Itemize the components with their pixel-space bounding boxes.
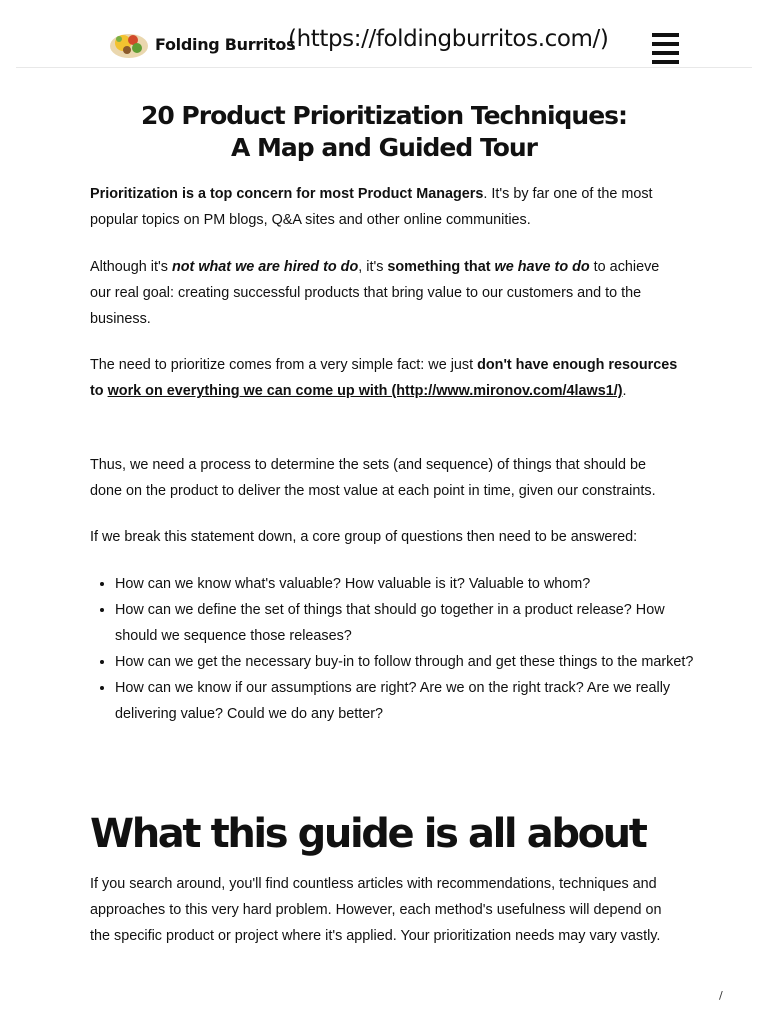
questions-list bbox=[90, 571, 705, 727]
intro-text: . It's by far one of the most popular topics on PM blogs, Q&A sites and other online communities. bbox=[90, 186, 653, 228]
list-item: • How can we get the necessary buy-in to follow through and get these things to the market? bbox=[115, 649, 705, 675]
hired-text-2: , it's bbox=[358, 259, 388, 275]
hamburger-menu-icon[interactable] bbox=[652, 33, 680, 65]
list-item: • How can we know what's valuable? How valuable is it? Valuable to whom? bbox=[115, 571, 705, 597]
list-item: • How can we define the set of things that should go together in a product release? How should we sequence those releases? bbox=[115, 597, 705, 649]
burrito-logo-icon bbox=[109, 27, 151, 61]
site-header bbox=[16, 0, 752, 68]
process-paragraph: Thus, we need a process to determine the sets (and sequence) of things that should be done on the product to deliver the most value at each point in time, given our constraints. bbox=[90, 457, 656, 499]
hired-bold: something that bbox=[387, 259, 495, 275]
resources-bold: don't have enough resources to bbox=[90, 357, 678, 399]
article-title-line-1: 20 Product Prioritization Techniques: bbox=[140, 101, 628, 130]
site-logo-link[interactable] bbox=[109, 27, 295, 61]
hired-text-3: to achieve our real goal: creating successful products that bring value to our customers and to the business. bbox=[90, 259, 660, 327]
guide-paragraph: If you search around, you'll find countless articles with recommendations, techniques and approaches to this very hard problem. However, each method's usefulness will depend on the specific product or project where it's applied. Your prioritization needs may vary vastly. bbox=[90, 876, 662, 944]
page-mark: / bbox=[719, 989, 723, 1002]
intro-paragraph bbox=[90, 181, 680, 233]
section-heading: What this guide is all about bbox=[90, 811, 646, 857]
hired-emphasis-1: not what we are hired to do bbox=[171, 259, 359, 275]
article-title-line-2: A Map and Guided Tour bbox=[230, 133, 538, 162]
site-url-link[interactable]: (https://foldingburritos.com/) bbox=[288, 26, 609, 52]
questions-intro-paragraph: If we break this statement down, a core group of questions then need to be answered: bbox=[90, 529, 638, 545]
mironov-link[interactable]: work on everything we can come up with (http://www.mironov.com/4laws1/) bbox=[107, 383, 623, 399]
hired-emphasis-2: we have to do bbox=[494, 259, 590, 275]
article-title bbox=[90, 100, 678, 164]
site-name: Folding Burritos bbox=[155, 34, 296, 54]
list-item: • How can we know if our assumptions are right? Are we on the right track? Are we really delivering value? Could we do any better? bbox=[115, 675, 705, 727]
resources-paragraph bbox=[90, 352, 680, 404]
hired-text-1: Although it's bbox=[90, 259, 172, 275]
resources-text-2: . bbox=[622, 383, 627, 399]
resources-text-1: The need to prioritize comes from a very simple fact: we just bbox=[90, 357, 478, 373]
hired-paragraph bbox=[90, 254, 680, 332]
intro-bold: Prioritization is a top concern for most Product Managers bbox=[90, 186, 484, 202]
